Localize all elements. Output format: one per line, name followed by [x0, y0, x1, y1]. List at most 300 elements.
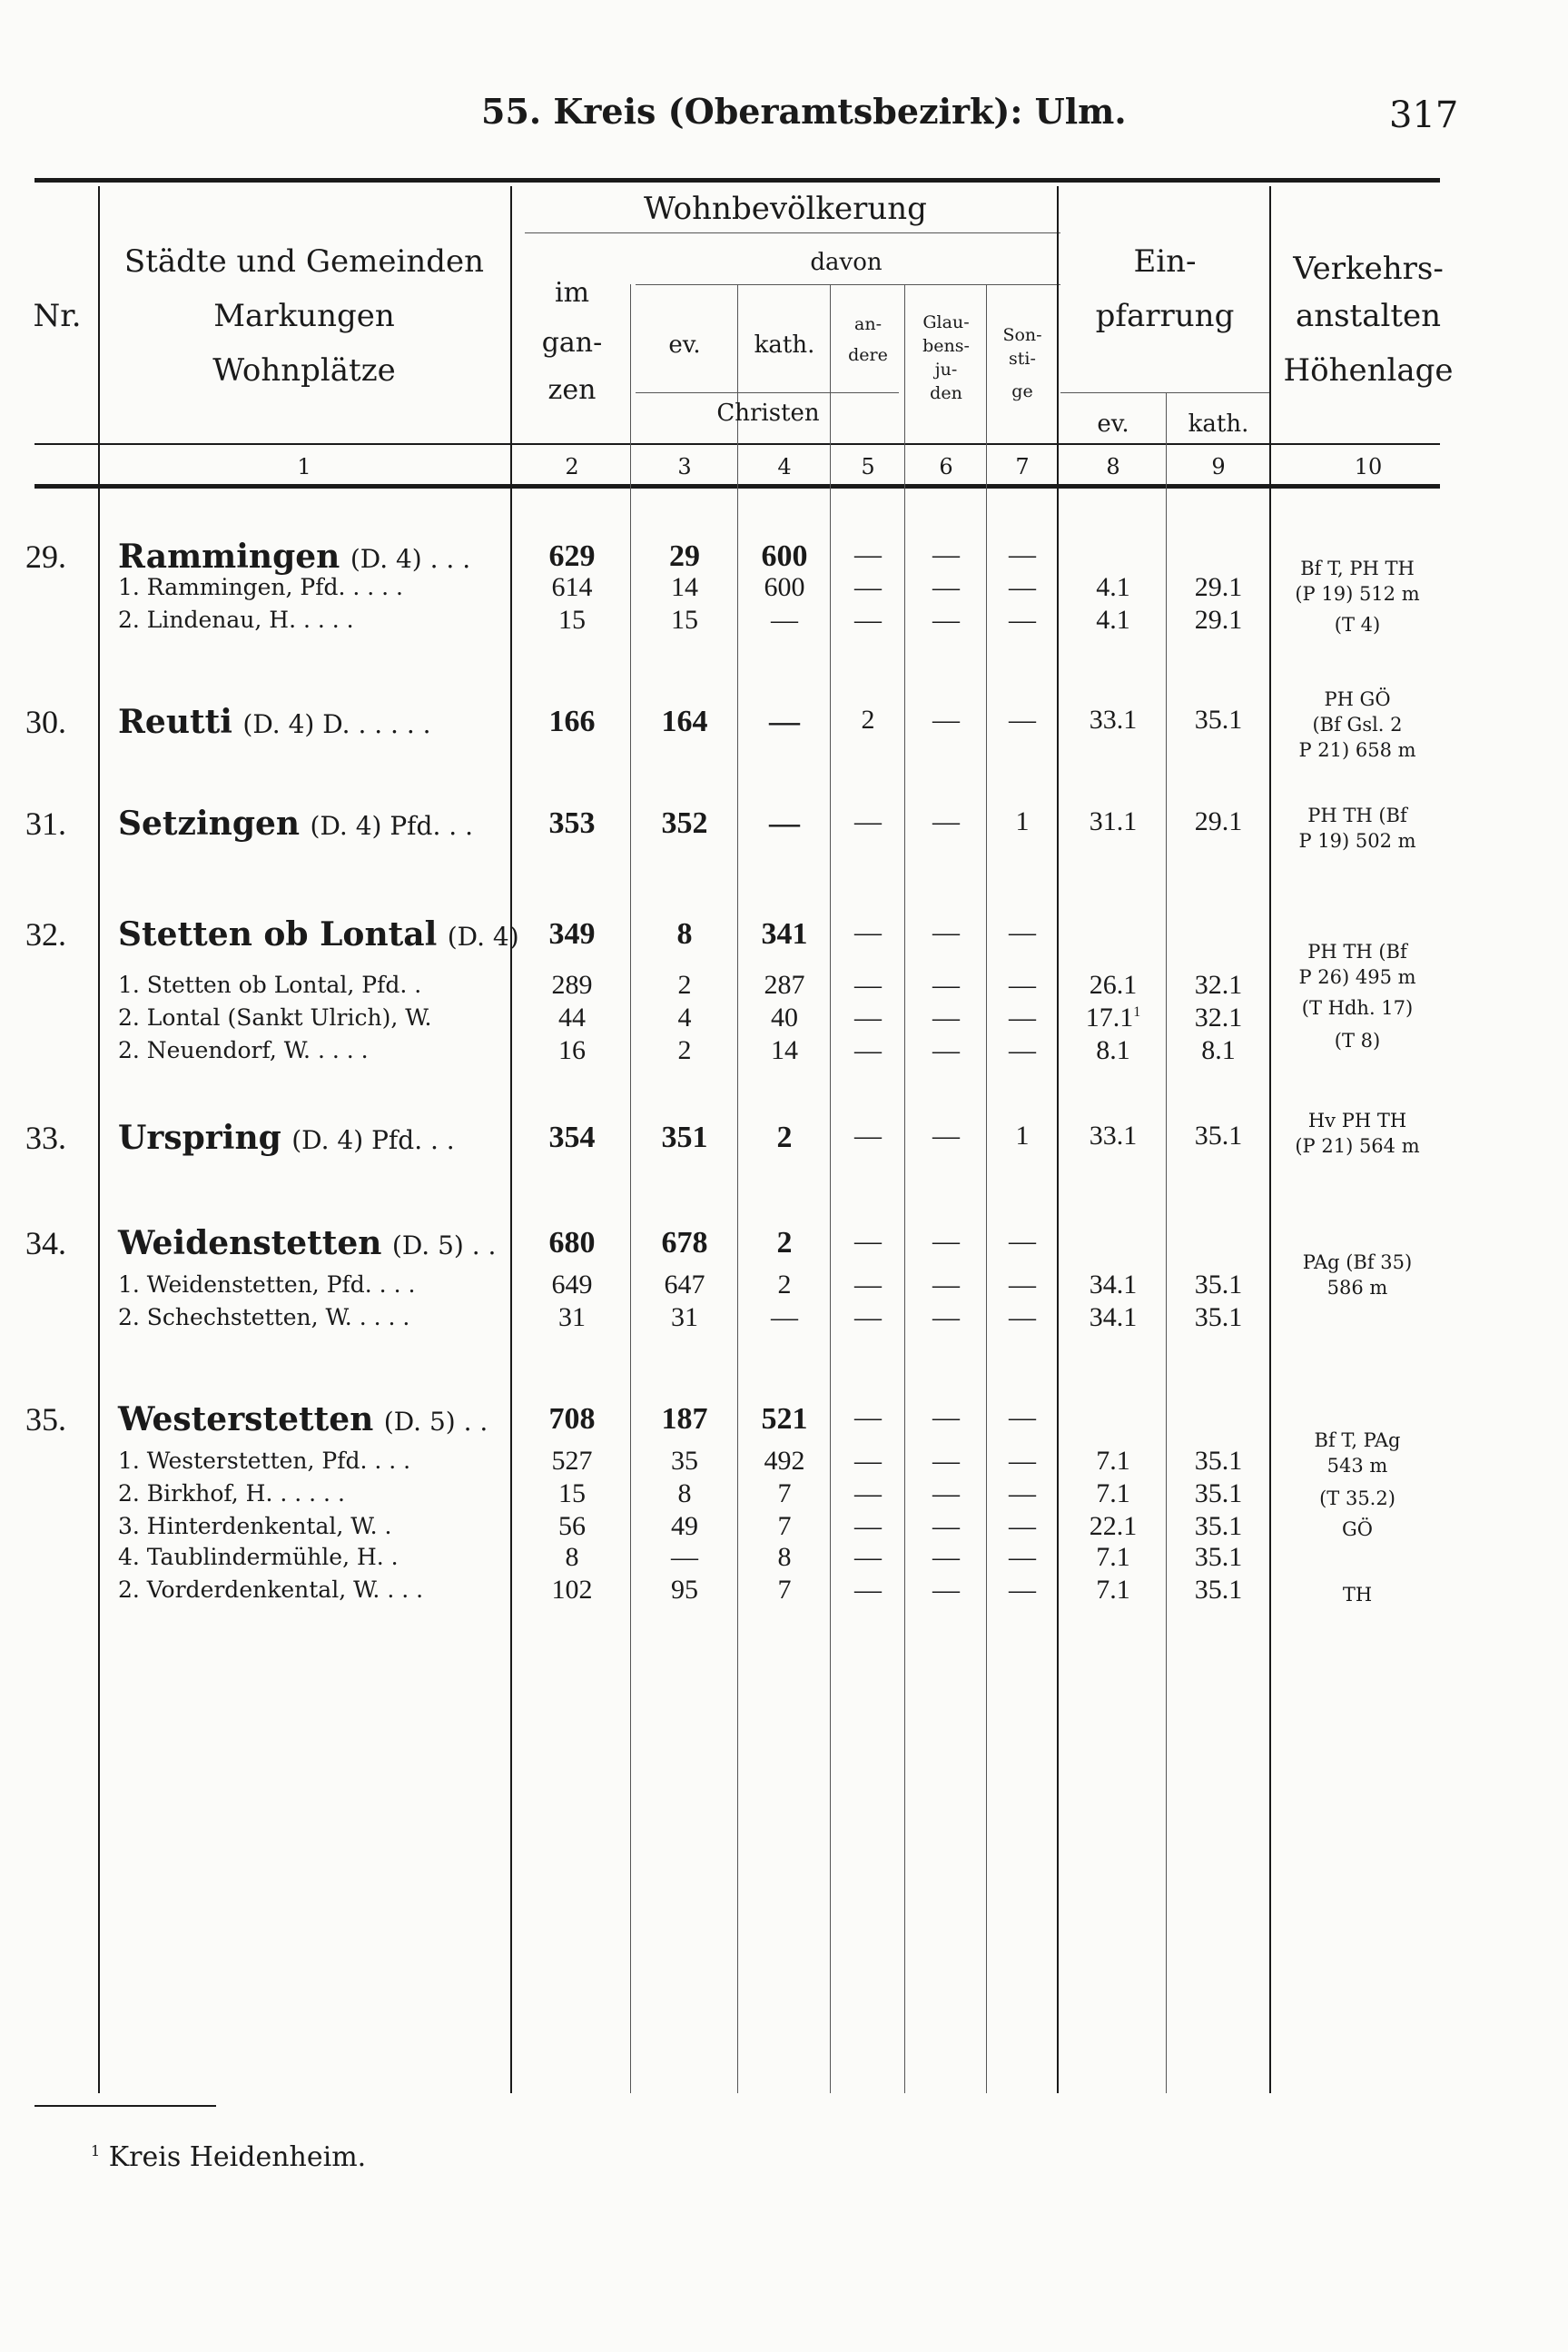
row-name-text: 2. Lindenau, H. . . . . [118, 607, 354, 633]
cell-total [514, 1511, 630, 1542]
cell-kath [739, 1003, 830, 1033]
cell-einpf-ev-value: 34.1 [1089, 1270, 1138, 1300]
cell-einpf-kath-value: 35.1 [1194, 1511, 1243, 1541]
cell-einpf-ev [1060, 572, 1166, 603]
traffic-29-1: Bf T, PH TH [1300, 558, 1415, 579]
row-name [118, 574, 403, 600]
cell-juden-value: — [932, 1478, 960, 1508]
cell-kath [739, 806, 830, 841]
cell-einpf-ev [1060, 705, 1166, 736]
row-name [118, 1448, 410, 1474]
cell-kath [739, 1511, 830, 1542]
row-name-text: Weidenstetten [118, 1224, 382, 1262]
colnum-4: 4 [777, 454, 792, 479]
header-verkehr-3: Höhenlage [1283, 352, 1454, 389]
cell-ev [632, 1226, 737, 1260]
header-wohnbevoelkerung: Wohnbevölkerung [644, 191, 927, 227]
cell-total-value: 16 [558, 1035, 586, 1065]
page-title: 55. Kreis (Oberamtsbezirk): Ulm. [481, 91, 1127, 132]
row-number: 34. [25, 1225, 66, 1261]
cell-andere [832, 970, 904, 1001]
cell-einpf-kath [1168, 605, 1269, 636]
cell-andere-value: — [854, 1402, 882, 1432]
row-name-text: 1. Rammingen, Pfd. . . . . [118, 574, 404, 600]
header-rule-davon [636, 284, 1060, 285]
cell-einpf-kath-value: 35.1 [1194, 1575, 1243, 1605]
cell-ev [632, 1003, 737, 1033]
cell-juden [906, 1575, 986, 1606]
cell-total-value: 614 [551, 572, 593, 602]
cell-kath [739, 572, 830, 603]
cell-sonstige [988, 1302, 1057, 1333]
cell-juden-value: — [932, 970, 960, 1000]
row-name [118, 1304, 409, 1330]
row-name [118, 1004, 432, 1031]
cell-andere-value: — [854, 1478, 882, 1508]
cell-sonstige-value: — [1009, 1302, 1036, 1332]
row-name [118, 1480, 345, 1507]
cell-sonstige-value: 1 [1015, 806, 1030, 836]
row-name [118, 915, 519, 954]
traffic-35-3: (T 35.2) [1319, 1487, 1395, 1509]
cell-juden-value: — [932, 705, 960, 735]
cell-einpf-kath-value: 35.1 [1194, 1270, 1243, 1300]
traffic-29-3: (T 4) [1334, 614, 1381, 636]
cell-ev-value: 2 [677, 970, 692, 1000]
cell-kath [739, 1542, 830, 1573]
cell-juden [906, 1121, 986, 1151]
row-name-text: 4. Taublindermühle, H. . [118, 1544, 399, 1570]
traffic-31-1: PH TH (Bf [1307, 805, 1407, 826]
row-name-text: 2. Birkhof, H. . . . . . [118, 1480, 345, 1507]
cell-ev [632, 705, 737, 739]
cell-ev [632, 1402, 737, 1437]
cell-sonstige [988, 1542, 1057, 1573]
cell-total-value: 102 [551, 1575, 593, 1605]
cell-ev [632, 1035, 737, 1066]
cell-andere [832, 1226, 904, 1257]
cell-juden-value: — [932, 1402, 960, 1432]
cell-ev [632, 806, 737, 841]
row-name [118, 972, 421, 998]
cell-einpf-kath-value: 32.1 [1194, 1003, 1243, 1033]
cell-ev-value: 49 [671, 1511, 698, 1541]
cell-einpf-ev-value: 4.1 [1096, 605, 1130, 635]
cell-kath-value: 521 [761, 1402, 808, 1436]
row-name-text: 2. Lontal (Sankt Ulrich), W. [118, 1004, 432, 1031]
cell-ev [632, 1270, 737, 1300]
cell-einpf-ev-value: 7.1 [1096, 1478, 1130, 1508]
cell-kath-value: 2 [777, 1270, 792, 1300]
cell-juden [906, 1542, 986, 1573]
cell-einpf-kath [1168, 1270, 1269, 1300]
cell-einpf-kath [1168, 1302, 1269, 1333]
cell-sonstige-value: — [1009, 1575, 1036, 1605]
cell-kath-value: — [769, 806, 800, 840]
cell-sonstige-value: — [1009, 1226, 1036, 1256]
row-name [118, 1576, 423, 1603]
row-name [118, 1037, 369, 1063]
cell-sonstige-value: — [1009, 1542, 1036, 1572]
cell-kath-value: 492 [764, 1446, 805, 1476]
cell-sonstige-value: — [1009, 1478, 1036, 1508]
cell-ev-value: 164 [661, 705, 708, 738]
cell-juden [906, 1302, 986, 1333]
row-number: 31. [25, 805, 66, 842]
cell-kath-value: — [769, 705, 800, 738]
cell-sonstige-value: — [1009, 1402, 1036, 1432]
cell-einpf-ev [1060, 1478, 1166, 1509]
row-name-suffix: (D. 4) . . . [350, 544, 471, 574]
cell-kath-value: 600 [764, 572, 805, 602]
cell-einpf-ev [1060, 1035, 1166, 1066]
cell-sonstige-value: — [1009, 1446, 1036, 1476]
footnote-ref: 1 [1133, 1004, 1141, 1020]
cell-sonstige [988, 1511, 1057, 1542]
cell-juden [906, 539, 986, 570]
traffic-33-2: (P 21) 564 m [1295, 1135, 1420, 1157]
header-juden-3: ju- [934, 360, 958, 380]
cell-kath [739, 1575, 830, 1606]
cell-juden-value: — [932, 917, 960, 947]
cell-sonstige-value: — [1009, 539, 1036, 569]
cell-total [514, 917, 630, 952]
colnum-8: 8 [1106, 454, 1120, 479]
row-name [118, 1544, 399, 1570]
cell-juden [906, 917, 986, 948]
cell-sonstige [988, 806, 1057, 837]
cell-sonstige-value: — [1009, 1035, 1036, 1065]
cell-juden [906, 1446, 986, 1477]
cell-total [514, 1003, 630, 1033]
cell-ev-value: — [671, 1542, 698, 1572]
cell-kath [739, 970, 830, 1001]
cell-total [514, 1478, 630, 1509]
cell-juden-value: — [932, 806, 960, 836]
traffic-29-2: (P 19) 512 m [1295, 583, 1420, 605]
cell-ev-value: 8 [676, 917, 693, 951]
cell-kath [739, 539, 830, 574]
cell-total-value: 649 [551, 1270, 593, 1300]
cell-total [514, 605, 630, 636]
cell-andere [832, 1402, 904, 1433]
traffic-32-2: P 26) 495 m [1298, 966, 1416, 988]
cell-einpf-kath [1168, 1446, 1269, 1477]
cell-juden-value: — [932, 1003, 960, 1033]
cell-einpf-kath [1168, 1035, 1269, 1066]
colnum-6: 6 [939, 454, 953, 479]
cell-kath-value: 2 [776, 1121, 793, 1154]
cell-sonstige [988, 572, 1057, 603]
cell-ev [632, 917, 737, 952]
row-name-suffix: (D. 5) . . [391, 1230, 497, 1260]
cell-kath-value: 14 [771, 1035, 798, 1065]
cell-andere-value: — [854, 1121, 882, 1151]
header-einpfarrung-1: Ein- [1133, 243, 1197, 280]
cell-ev-value: 95 [671, 1575, 698, 1605]
cell-einpf-ev [1060, 1121, 1166, 1151]
row-name-suffix: (D. 4) [447, 922, 519, 952]
cell-andere-value: — [854, 970, 882, 1000]
cell-andere [832, 572, 904, 603]
cell-einpf-kath-value: 29.1 [1194, 605, 1243, 635]
cell-total-value: 527 [551, 1446, 593, 1476]
header-im-ganzen-2: gan- [541, 327, 603, 359]
colnum-10: 10 [1354, 454, 1383, 479]
cell-kath-value: 7 [777, 1511, 792, 1541]
header-verkehr-2: anstalten [1295, 298, 1442, 334]
cell-einpf-kath [1168, 1003, 1269, 1033]
cell-ev-value: 29 [669, 539, 700, 573]
cell-ev [632, 1542, 737, 1573]
cell-einpf-kath-value: 35.1 [1194, 1302, 1243, 1332]
cell-andere [832, 1446, 904, 1477]
cell-andere [832, 1270, 904, 1300]
cell-total [514, 572, 630, 603]
traffic-30-1: PH GÖ [1324, 688, 1391, 710]
cell-total [514, 1035, 630, 1066]
cell-einpf-ev-value: 17.1 [1085, 1003, 1134, 1033]
cell-juden-value: — [932, 1542, 960, 1572]
colnum-9: 9 [1211, 454, 1226, 479]
header-juden-1: Glau- [922, 312, 970, 332]
cell-andere [832, 705, 904, 736]
cell-andere-value: — [854, 1511, 882, 1541]
header-juden-4: den [930, 383, 962, 403]
cell-andere-value: — [854, 1003, 882, 1033]
cell-einpf-ev [1060, 1542, 1166, 1573]
cell-andere-value: — [854, 1226, 882, 1256]
row-name [118, 805, 473, 843]
row-name [118, 1513, 391, 1539]
cell-ev [632, 1575, 737, 1606]
cell-kath [739, 1121, 830, 1155]
cell-kath-value: 8 [777, 1542, 792, 1572]
cell-kath [739, 705, 830, 739]
traffic-30-3: P 21) 658 m [1298, 739, 1416, 761]
header-sonstige-1: Son- [1002, 325, 1042, 345]
cell-einpf-ev [1060, 1270, 1166, 1300]
colnum-1: 1 [297, 454, 311, 479]
row-name-suffix: (D. 5) . . [383, 1407, 488, 1437]
cell-sonstige [988, 1121, 1057, 1151]
header-verkehr-1: Verkehrs- [1293, 251, 1444, 287]
cell-einpf-kath-value: 35.1 [1194, 1121, 1243, 1151]
cell-ev-value: 647 [664, 1270, 705, 1300]
cell-einpf-ev-value: 33.1 [1089, 705, 1138, 735]
cell-juden [906, 970, 986, 1001]
row-name [118, 1271, 415, 1298]
cell-andere-value: — [854, 605, 882, 635]
row-name [118, 538, 470, 576]
cell-sonstige [988, 970, 1057, 1001]
traffic-35-5: TH [1342, 1584, 1373, 1606]
cell-andere [832, 1542, 904, 1573]
header-im-ganzen-1: im [554, 277, 590, 309]
cell-sonstige-value: — [1009, 1511, 1036, 1541]
footnote-rule [35, 2105, 216, 2107]
cell-sonstige-value: — [1009, 917, 1036, 947]
cell-total-value: 354 [548, 1121, 596, 1154]
cell-ev [632, 970, 737, 1001]
row-name-text: 3. Hinterdenkental, W. . [118, 1513, 392, 1539]
cell-sonstige [988, 1270, 1057, 1300]
cell-total-value: 44 [558, 1003, 586, 1033]
cell-total-value: 56 [558, 1511, 586, 1541]
cell-einpf-ev-value: 26.1 [1089, 970, 1138, 1000]
cell-total [514, 1121, 630, 1155]
cell-einpf-ev [1060, 1511, 1166, 1542]
cell-sonstige-value: — [1009, 705, 1036, 735]
cell-sonstige [988, 1478, 1057, 1509]
row-name [118, 1224, 496, 1262]
cell-einpf-kath-value: 35.1 [1194, 1446, 1243, 1476]
cell-andere-value: — [854, 1035, 882, 1065]
cell-einpf-kath [1168, 705, 1269, 736]
cell-kath [739, 917, 830, 952]
header-einpfarrung-2: pfarrung [1095, 298, 1235, 334]
cell-einpf-kath [1168, 970, 1269, 1001]
cell-juden [906, 705, 986, 736]
row-name-text: 1. Weidenstetten, Pfd. . . . [118, 1271, 416, 1298]
cell-andere [832, 806, 904, 837]
cell-andere [832, 1511, 904, 1542]
cell-total [514, 1446, 630, 1477]
cell-andere [832, 1575, 904, 1606]
cell-ev [632, 1302, 737, 1333]
cell-ev [632, 539, 737, 574]
row-name-text: 2. Neuendorf, W. . . . . [118, 1037, 369, 1063]
header-einpf-kath: kath. [1188, 410, 1249, 438]
cell-kath-value: 40 [771, 1003, 798, 1033]
cell-sonstige-value: — [1009, 605, 1036, 635]
cell-total [514, 806, 630, 841]
row-number: 30. [25, 704, 66, 740]
cell-total [514, 970, 630, 1001]
header-col1-line1: Städte und Gemeinden [123, 243, 485, 280]
cell-kath-value: 600 [761, 539, 808, 573]
header-einpf-ev: ev. [1097, 410, 1129, 438]
cell-ev-value: 187 [661, 1402, 708, 1436]
row-name-text: 2. Vorderdenkental, W. . . . [118, 1576, 424, 1603]
col-divider-4 [737, 284, 738, 2093]
cell-ev [632, 1446, 737, 1477]
cell-andere-value: — [854, 1575, 882, 1605]
cell-andere-value: — [854, 1302, 882, 1332]
cell-kath-value: 287 [764, 970, 805, 1000]
cell-juden [906, 1402, 986, 1433]
row-name-text: Reutti [118, 703, 232, 741]
cell-sonstige [988, 1402, 1057, 1433]
cell-ev [632, 1478, 737, 1509]
cell-andere-value: — [854, 806, 882, 836]
cell-ev-value: 31 [671, 1302, 698, 1332]
cell-kath [739, 1446, 830, 1477]
cell-einpf-ev [1060, 1575, 1166, 1606]
cell-juden-value: — [932, 539, 960, 569]
cell-einpf-kath [1168, 1542, 1269, 1573]
header-sonstige-2: sti- [1009, 349, 1036, 369]
row-number: 35. [25, 1401, 66, 1438]
cell-sonstige-value: 1 [1015, 1121, 1030, 1151]
cell-total [514, 1270, 630, 1300]
cell-kath [739, 1302, 830, 1333]
cell-andere-value: — [854, 1270, 882, 1300]
cell-ev-value: 15 [671, 605, 698, 635]
cell-einpf-ev-value: 31.1 [1089, 806, 1138, 836]
cell-total-value: 15 [558, 605, 586, 635]
cell-ev-value: 35 [671, 1446, 698, 1476]
cell-einpf-ev-value: 7.1 [1096, 1542, 1130, 1572]
col-divider-6 [904, 284, 905, 2093]
cell-kath [739, 1270, 830, 1300]
cell-einpf-ev [1060, 605, 1166, 636]
cell-andere [832, 1121, 904, 1151]
cell-total-value: 289 [551, 970, 593, 1000]
cell-total-value: 166 [548, 705, 596, 738]
cell-einpf-kath [1168, 806, 1269, 837]
cell-andere [832, 1302, 904, 1333]
traffic-33-1: Hv PH TH [1307, 1110, 1407, 1132]
cell-ev-value: 14 [671, 572, 698, 602]
footnote-mark: 1 [91, 2142, 101, 2159]
cell-total [514, 539, 630, 574]
cell-sonstige [988, 1003, 1057, 1033]
cell-andere [832, 1035, 904, 1066]
cell-kath [739, 1226, 830, 1260]
cell-sonstige [988, 1575, 1057, 1606]
cell-ev-value: 352 [661, 806, 708, 840]
cell-total [514, 1402, 630, 1437]
cell-kath-value: 7 [777, 1478, 792, 1508]
col-divider-9 [1166, 392, 1167, 2093]
cell-juden [906, 1478, 986, 1509]
cell-ev [632, 1121, 737, 1155]
cell-total [514, 705, 630, 739]
cell-andere [832, 917, 904, 948]
cell-sonstige [988, 605, 1057, 636]
cell-einpf-kath-value: 32.1 [1194, 970, 1243, 1000]
row-name-text: 1. Westerstetten, Pfd. . . . [118, 1448, 411, 1474]
cell-juden [906, 1226, 986, 1257]
colnum-5: 5 [861, 454, 875, 479]
header-sonstige-3: ge [1011, 381, 1033, 401]
row-name-text: Westerstetten [118, 1400, 374, 1438]
cell-andere-value: — [854, 539, 882, 569]
cell-andere [832, 1478, 904, 1509]
cell-total-value: 31 [558, 1302, 586, 1332]
cell-total [514, 1302, 630, 1333]
cell-total [514, 1575, 630, 1606]
cell-juden-value: — [932, 1035, 960, 1065]
cell-einpf-ev [1060, 1446, 1166, 1477]
cell-kath [739, 1478, 830, 1509]
row-name-suffix: (D. 4) D. . . . . . [242, 709, 431, 739]
cell-sonstige-value: — [1009, 1270, 1036, 1300]
traffic-34-2: 586 m [1326, 1277, 1388, 1299]
cell-juden [906, 1003, 986, 1033]
header-kath: kath. [754, 331, 815, 359]
cell-einpf-ev [1060, 806, 1166, 837]
cell-juden [906, 1511, 986, 1542]
row-name-text: Setzingen [118, 805, 301, 843]
cell-kath-value: 2 [776, 1226, 793, 1260]
cell-einpf-kath [1168, 1511, 1269, 1542]
cell-ev [632, 605, 737, 636]
cell-ev-value: 351 [661, 1121, 708, 1154]
row-name [118, 1119, 455, 1157]
cell-juden-value: — [932, 1302, 960, 1332]
